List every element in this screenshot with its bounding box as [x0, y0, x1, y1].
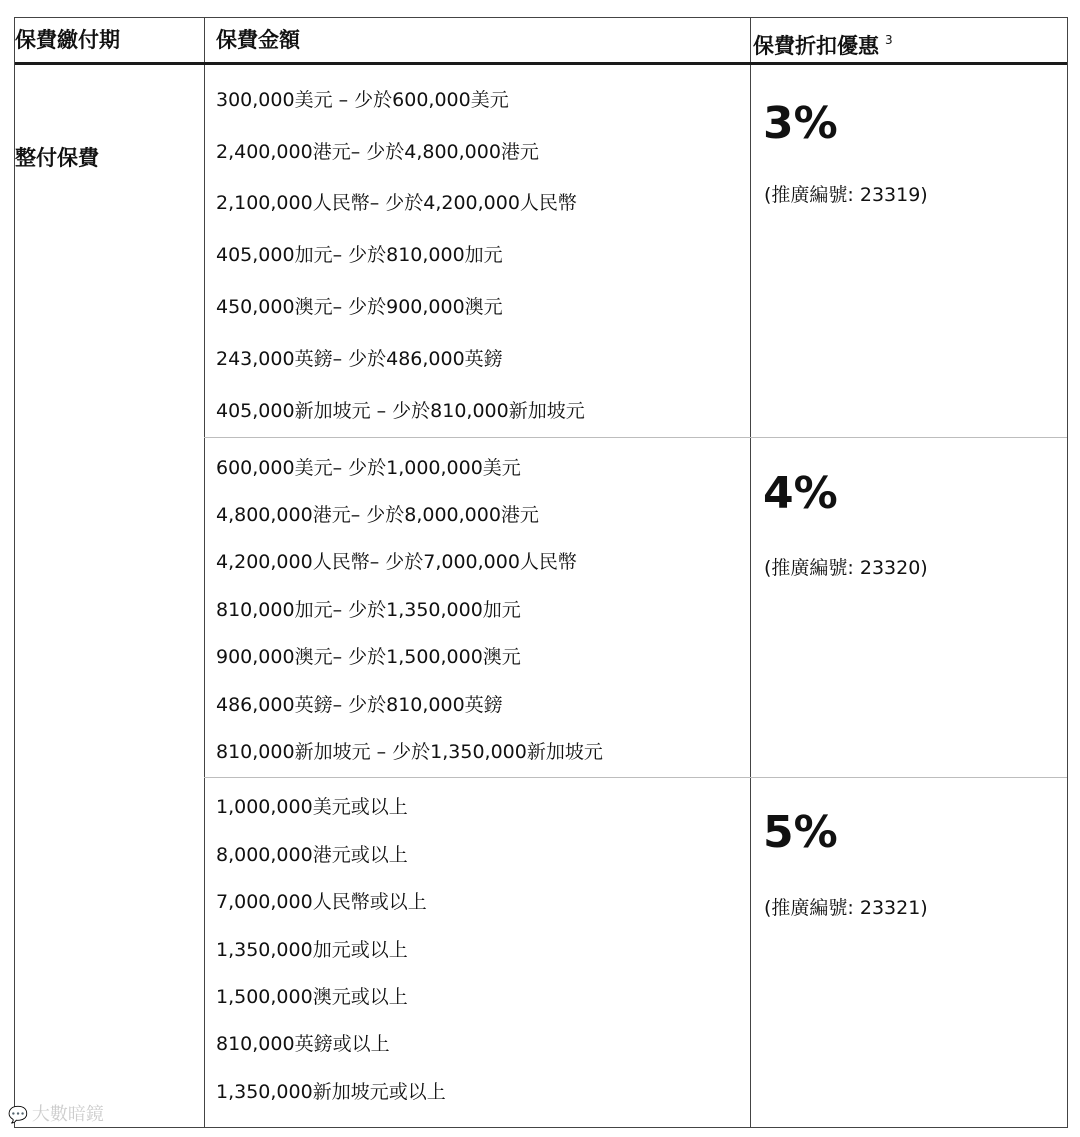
- row-divider: [204, 777, 1067, 778]
- amount-range: 450,000澳元– 少於900,000澳元: [216, 296, 503, 318]
- amount-range: 810,000英鎊或以上: [216, 1033, 390, 1055]
- amount-range: 600,000美元– 少於1,000,000美元: [216, 457, 521, 479]
- amount-range: 1,500,000澳元或以上: [216, 986, 408, 1008]
- amount-range: 2,400,000港元– 少於4,800,000港元: [216, 141, 539, 163]
- payment-term-value: 整付保費: [15, 146, 99, 170]
- amount-range: 900,000澳元– 少於1,500,000澳元: [216, 646, 521, 668]
- header-discount: [753, 26, 893, 60]
- amount-range: 4,800,000港元– 少於8,000,000港元: [216, 504, 539, 526]
- column-divider: [750, 18, 751, 1127]
- discount-rate: 4%: [763, 468, 838, 519]
- watermark-text: 大數暗鏡: [31, 1104, 104, 1125]
- row-divider: [204, 437, 1067, 438]
- premium-discount-table: [14, 17, 1068, 1128]
- footnote-marker: 3: [885, 33, 893, 47]
- amount-range: 1,000,000美元或以上: [216, 796, 408, 818]
- amount-range: 300,000美元 – 少於600,000美元: [216, 89, 509, 111]
- amount-range: 8,000,000港元或以上: [216, 844, 408, 866]
- promo-code: (推廣編號: 23320): [764, 557, 928, 579]
- discount-rate: 5%: [763, 807, 838, 858]
- header-payment-term: 保費繳付期: [15, 28, 120, 52]
- header-discount-label: 保費折扣優惠: [753, 34, 879, 58]
- amount-range: 2,100,000人民幣– 少於4,200,000人民幣: [216, 192, 577, 214]
- amount-range: 810,000加元– 少於1,350,000加元: [216, 599, 521, 621]
- amount-range: 405,000加元– 少於810,000加元: [216, 244, 503, 266]
- promo-code: (推廣編號: 23321): [764, 897, 928, 919]
- header-premium-amount: 保費金額: [216, 28, 300, 52]
- amount-range: 7,000,000人民幣或以上: [216, 891, 427, 913]
- header-rule: [15, 62, 1067, 65]
- amount-range: 4,200,000人民幣– 少於7,000,000人民幣: [216, 551, 577, 573]
- promo-code: (推廣編號: 23319): [764, 184, 928, 206]
- discount-rate: 3%: [763, 98, 838, 149]
- amount-range: 243,000英鎊– 少於486,000英鎊: [216, 348, 503, 370]
- amount-range: 810,000新加坡元 – 少於1,350,000新加坡元: [216, 741, 603, 763]
- amount-range: 486,000英鎊– 少於810,000英鎊: [216, 694, 503, 716]
- watermark: [8, 1103, 104, 1127]
- amount-range: 405,000新加坡元 – 少於810,000新加坡元: [216, 400, 585, 422]
- chat-bubble-icon: 💬: [8, 1105, 28, 1124]
- amount-range: 1,350,000加元或以上: [216, 939, 408, 961]
- amount-range: 1,350,000新加坡元或以上: [216, 1081, 446, 1103]
- column-divider: [204, 18, 205, 1127]
